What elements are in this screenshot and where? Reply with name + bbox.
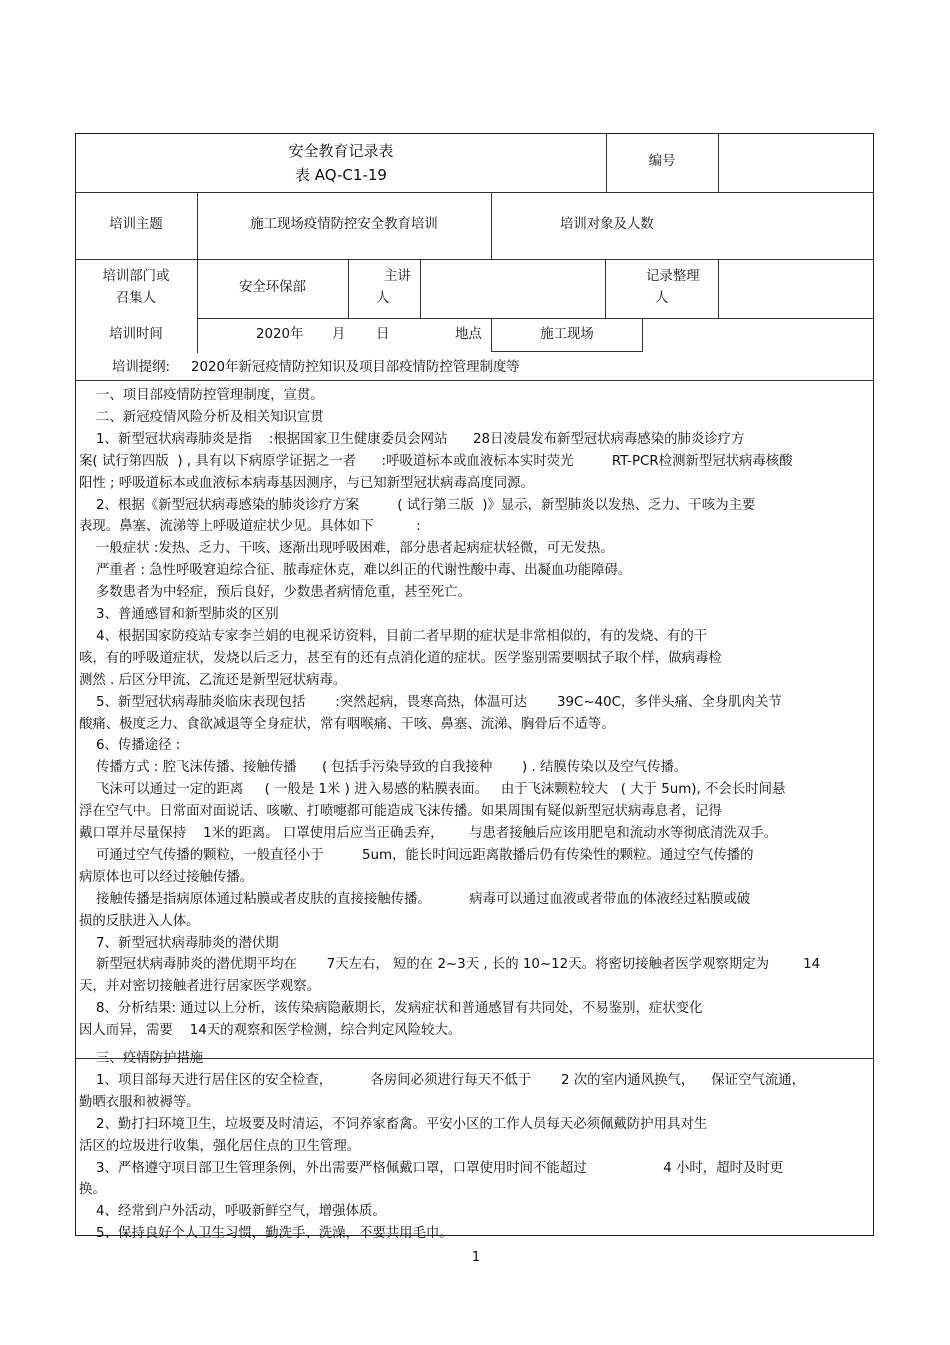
speaker-label-line1: 主讲 (384, 269, 411, 284)
content-line: 4、经常到户外活动，呼吸新鲜空气，增强体质。 (79, 1204, 386, 1220)
content-line: 损的反肤进入人体。 (79, 913, 200, 929)
content-line: 多数患者为中轻症，预后良好，少数患者病情危重，甚至死亡。 (79, 585, 471, 601)
recorder-label-line1: 记录整理 (646, 269, 700, 284)
dept-label-line1: 培训部门或 (102, 269, 170, 284)
time-year[interactable]: 2020年 (256, 327, 304, 342)
content-line: 换。 (79, 1182, 106, 1198)
row-divider (75, 259, 874, 260)
content-line: 戴口罩并尽量保持 1米的距离。 口罩使用后应当正确丢弃， 与患者接触后应该用肥皂和流动水等彻底清洗双手。 (79, 826, 778, 841)
content-line: 3、普通感冒和新型肺炎的区别 (79, 607, 279, 622)
outline-value: 2020年新冠疫情防控知识及项目部疫情防控管理制度等 (191, 360, 520, 375)
number-label: 编号 (648, 154, 676, 169)
content-line: 新型冠状病毒肺炎的潜优期平均在 7天左右， 短的在 2~3天 , 长的 10~12天。将密切接触者医学观察期定为 14 (79, 957, 821, 973)
page-number: 1 (471, 1250, 481, 1265)
outline-label: 培训提纲: (112, 360, 171, 375)
column-divider (348, 259, 349, 318)
row-divider (75, 380, 874, 381)
dept-value[interactable]: 安全环保部 (239, 280, 306, 295)
content-line: 2、勤打扫环境卫生，垃圾要及时清运，不饲养家畜禽。平安小区的工作人员每天必须佩戴防护用具对生 (79, 1116, 708, 1132)
content-line: 5、新型冠状病毒肺炎临床表现包括 :突然起病，畏寒高热，体温可达 39C~40C，多伴头痛、全身肌肉关节 (79, 694, 782, 710)
column-divider (491, 192, 492, 259)
column-divider (718, 259, 719, 318)
content-line: 传播方式 : 腔飞沫传播、接触传播 ( 包括手污染导致的自我接种 ) . 结膜传染以及空气传播。 (79, 760, 688, 776)
content-line: 一、项目部疫情防控管理制度，宣贯。 (79, 388, 324, 403)
content-line: 8、分析结果: 通过以上分析，该传染病隐蔽期长，发病症状和普通感冒有共同处，不易鉴别，症状变化 (79, 1001, 703, 1017)
time-month[interactable]: 月 (332, 327, 346, 342)
content-line: 勤晒衣服和被褥等。 (79, 1094, 200, 1110)
content-line: 6、传播途径 : (79, 738, 181, 754)
row-divider (75, 192, 874, 193)
content-line: 咳，有的呼吸道症状，发烧以后乏力，甚至有的还有点消化道的症状。医学鉴别需要咽拭子取个样，做病毒检 (79, 650, 722, 666)
content-line: 二、新冠疫情风险分析及相关知识宣贯 (79, 409, 324, 425)
content-line: 接触传播是指病原体通过粘膜或者皮肤的直接接触传播。 病毒可以通过血液或者带血的体液经过粘膜或破 (79, 891, 751, 907)
topic-value[interactable]: 施工现场疫情防控安全教育培训 (250, 217, 438, 232)
place-label: 地点 (455, 327, 482, 342)
content-line: 2、根据《新型冠状病毒感染的肺炎诊疗方案 ( 试行第三版 )》显示，新型肺炎以发热、乏力、干咳为主要 (79, 497, 756, 513)
content-line: 3、严格遵守项目部卫生管理条例，外出需要严格佩戴口罩，口罩使用时间不能超过 4 小时，超时及时更 (79, 1160, 784, 1176)
column-divider (420, 259, 421, 318)
form-code: 表 AQ-C1-19 (295, 166, 387, 184)
content-line: 严重者 : 急性呼吸窘迫综合征、脓毒症休克，难以纠正的代谢性酸中毒、出凝血功能障碍。 (79, 563, 632, 579)
content-line: 7、新型冠状病毒肺炎的潜伏期 (79, 935, 279, 951)
audience-label: 培训对象及人数 (560, 217, 654, 232)
column-divider (605, 259, 606, 318)
content-line: 天，并对密切接触者进行居家医学观察。 (79, 979, 321, 995)
content-line: 1、项目部每天进行居住区的安全检查， 各房间必须进行每天不低于 2 次的室内通风换气， 保证空气流通， (79, 1072, 806, 1088)
content-line: 可通过空气传播的颗粒，一般直径小于 5um，能长时间远距离散播后仍有传染性的颗粒。通过空气传播的 (79, 847, 754, 863)
place-value[interactable]: 施工现场 (540, 327, 594, 342)
content-line: 酸痛、极度乏力、食欲减退等全身症状，常有咽喉痛、干咳、鼻塞、流涕、胸骨后不适等。 (79, 716, 615, 732)
topic-label: 培训主题 (109, 217, 163, 232)
row-divider (492, 351, 642, 352)
dept-label-line2: 召集人 (115, 291, 157, 306)
column-divider (642, 318, 643, 352)
content-line: 活区的垃圾进行收集，强化居住点的卫生管理。 (79, 1138, 361, 1154)
content-line: 4、根据国家防疫站专家李兰娟的电视采访资料，目前二者早期的症状是非常相似的，有的发烧、有的干 (79, 628, 708, 644)
content-line: 1、新型冠状病毒肺炎是指 :根据国家卫生健康委员会网站 28日凌晨发布新型冠状病毒感染的肺炎诊疗方 (79, 431, 745, 447)
content-line: 浮在空气中。日常面对面说话、咳嗽、打喷嚏都可能造成飞沫传播。如果周围有疑似新型冠状病毒息者，记得 (79, 804, 722, 820)
content-line: 飞沫可以通过一定的距离 ( 一般是 1米 ) 进入易感的粘膜表面。 由于飞沫颗粒较大 ( 大于 5um), 不会长时间悬 (79, 782, 786, 798)
form-title: 安全教育记录表 (288, 142, 394, 160)
row-divider (197, 318, 874, 319)
content-line: 表现。鼻塞、流涕等上呼吸道症状少见。具体如下 : (79, 519, 421, 535)
content-line: 案( 试行第四版 ) , 具有以下病原学证据之一者 :呼吸道标本或血液标本实时荧光 RT-PCR检测新型冠状病毒核酸 (79, 453, 793, 469)
time-day[interactable]: 日 (376, 327, 390, 342)
content-line: 三、疫情防护措施 (79, 1051, 204, 1066)
speaker-label-line2: 人 (376, 291, 390, 306)
content-line: 阳性 ; 呼吸道标本或血液标本病毒基因测序，与已知新型冠状病毒高度同源。 (79, 475, 534, 491)
content-line: 测然 . 后区分甲流、乙流还是新型冠状病毒。 (79, 672, 347, 688)
recorder-label-line2: 人 (655, 291, 669, 306)
time-label: 培训时间 (109, 327, 163, 342)
content-line: 一般症状 :发热、乏力、干咳、逐渐出现呼吸困难，部分患者起病症状轻微，可无发热。 (79, 541, 614, 557)
column-divider (718, 133, 719, 192)
column-divider (197, 259, 198, 353)
content-line: 病原体也可以经过接触传播。 (79, 869, 254, 885)
content-line: 因人而异，需要 14天的观察和医学检测，综合判定风险较大。 (79, 1023, 462, 1039)
content-line: 5、保持良好个人卫生习惯，勤洗手、洗澡，不要共用毛巾。 (79, 1226, 453, 1242)
